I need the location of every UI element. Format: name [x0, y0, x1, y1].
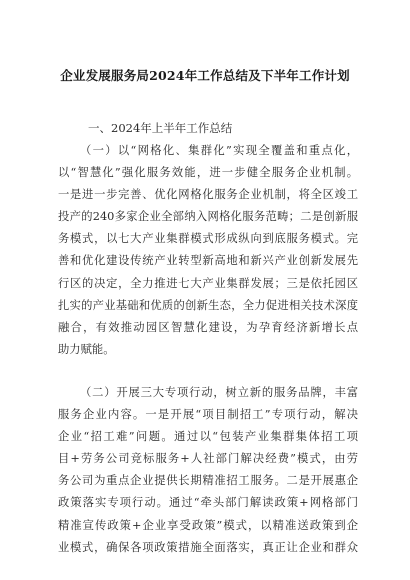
- paragraph-line: （二）开展三大专项行动，树立新的服务品牌，丰富: [80, 386, 358, 399]
- section-heading: 一、2024年上半年工作总结: [88, 121, 233, 135]
- paragraph-line: 服务企业内容。一是开展“项目制招工”专项行动，解决: [58, 408, 358, 422]
- paragraph-line: 精准宣传政策+企业享受政策”模式，以精准送政策到企: [58, 518, 358, 532]
- paragraph-line: 务公司为重点企业提供长期精准招工服务。二是开展惠企: [58, 474, 358, 488]
- document-title: 企业发展服务局2024年工作总结及下半年工作计划: [60, 68, 350, 83]
- paragraph-line: 以“智慧化”强化服务效能，进一步健全服务企业机制。: [58, 166, 358, 180]
- paragraph-line: 企业“招工难”问题。通过以“包装产业集群集体招工项: [58, 430, 358, 444]
- paragraph-line: 政策落实专项行动。通过“牵头部门解读政策+网格部门: [58, 496, 358, 510]
- paragraph-line: 务模式，以七大产业集群模式形成纵向到底服务模式。完: [58, 232, 358, 246]
- paragraph-line: 目+劳务公司竞标服务+人社部门解决经费”模式，由劳: [58, 452, 358, 466]
- paragraph-line: 助力赋能。: [58, 342, 115, 356]
- paragraph-2: [58, 382, 358, 559]
- paragraph-line: 善和优化建设传统产业转型新高地和新兴产业创新发展先: [58, 254, 358, 268]
- paragraph-line: 融合，有效推动园区智慧化建设，为孕育经济新增长点: [58, 320, 358, 334]
- paragraph-line: （一）以“网格化、集群化”实现全覆盖和重点化，: [80, 144, 358, 157]
- paragraph-line: 行区的决定，全力推进七大产业集群发展；三是依托园区: [58, 276, 358, 290]
- paragraph-line: 一是进一步完善、优化网格化服务企业机制，将全区竣工: [58, 188, 358, 202]
- paragraph-line: 业模式，确保各项政策措施全面落实，真正让企业和群众: [58, 540, 358, 554]
- paragraph-line: 扎实的产业基础和优质的创新生态，全力促进相关技术深度: [58, 298, 358, 312]
- paragraph-line: 投产的240多家企业全部纳入网格化服务范畴；二是创新服: [58, 210, 358, 224]
- paragraph-1: [58, 140, 358, 361]
